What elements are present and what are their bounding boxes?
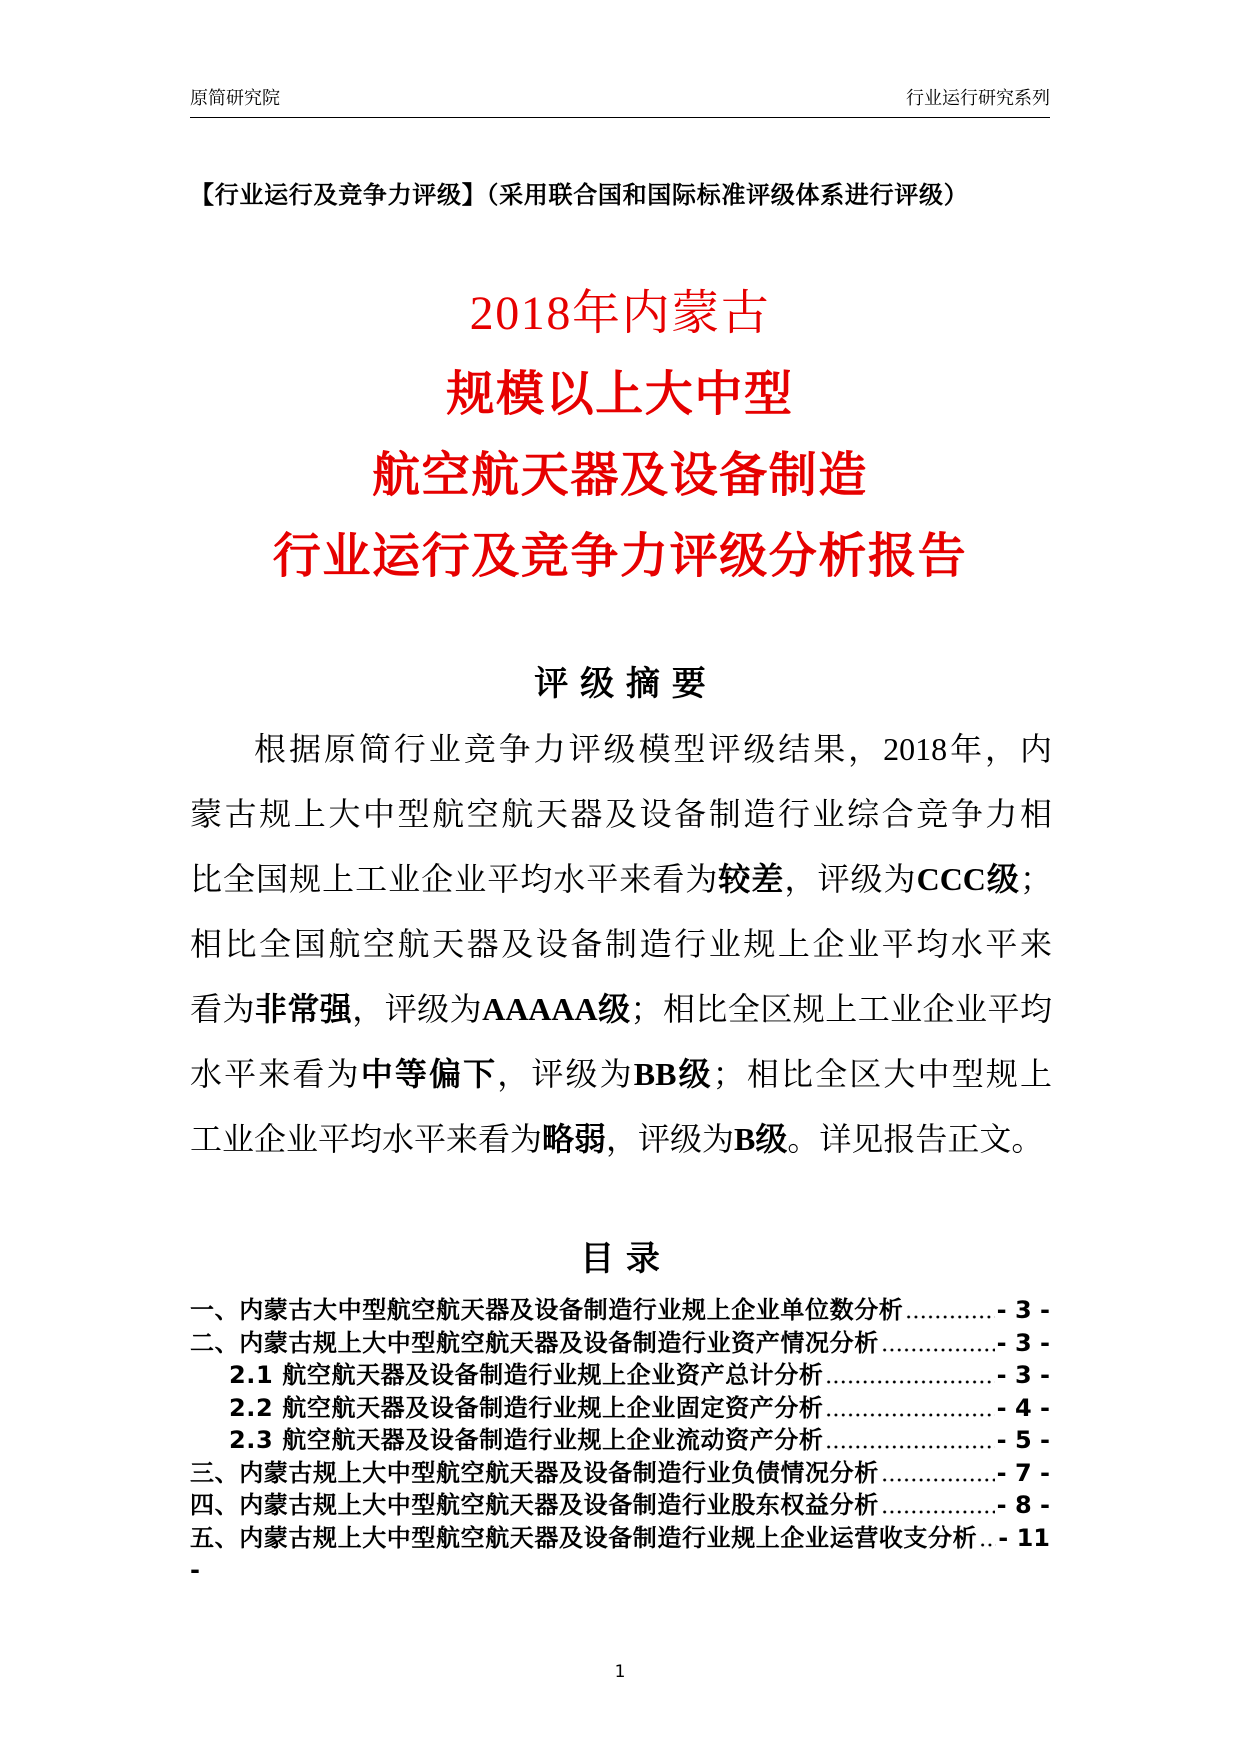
toc-subentry[interactable] (190, 1359, 1050, 1392)
summary-rating-grade: B级 (734, 1121, 788, 1157)
summary-heading: 评 级 摘 要 (534, 664, 706, 704)
toc-entry-page: - 3 - (996, 1328, 1050, 1357)
summary-emphasis-text: 中等偏下 (360, 1056, 498, 1092)
header-series: 行业运行研究系列 (906, 88, 1050, 109)
toc-entry-page: - 8 - (996, 1491, 1050, 1519)
toc-subentry[interactable] (190, 1424, 1050, 1457)
title-line: 行业运行及竞争力评级分析报告 (272, 530, 968, 583)
summary-text: ； (1019, 861, 1052, 897)
summary-text: 。详见报告正文。 (787, 1121, 1044, 1157)
toc-entry-page: - 5 - (996, 1426, 1050, 1454)
summary-line (190, 912, 1052, 977)
toc-entry-page: - 4 - (996, 1393, 1050, 1422)
summary-rating-grade: AAAAA级 (482, 991, 631, 1027)
toc-entry-page: - 7 - (996, 1458, 1050, 1487)
toc-entry-page: - 11 (998, 1523, 1050, 1552)
rating-note: 【行业运行及竞争力评级】（采用联合国和国际标准评级体系进行评级） (190, 183, 969, 209)
toc-leader-dots (905, 1294, 994, 1327)
summary-rating-grade: CCC级 (916, 861, 1020, 897)
summary-text: 看为 (190, 991, 255, 1027)
summary-text: ，评级为 (352, 991, 483, 1027)
summary-emphasis-text: 较差 (718, 861, 785, 897)
toc-entry-title: 一、内蒙古大中型航空航天器及设备制造行业规上企业单位数分析 (190, 1296, 904, 1324)
summary-line (190, 782, 1052, 847)
header-publisher: 原简研究院 (190, 88, 280, 109)
toc-heading: 目 录 (580, 1239, 660, 1279)
toc-entry-page-continuation (190, 1554, 1050, 1587)
summary-emphasis-text: 非常强 (254, 991, 353, 1027)
summary-text: ；相比全区大中型规上 (712, 1056, 1052, 1092)
toc-entry[interactable] (190, 1457, 1050, 1490)
toc-leader-dots (881, 1457, 995, 1490)
summary-line (190, 977, 1052, 1042)
toc-entry-page-wrap: - (190, 1556, 200, 1584)
toc-entry[interactable] (190, 1327, 1050, 1360)
toc-entry-title: 四、内蒙古规上大中型航空航天器及设备制造行业股东权益分析 (190, 1491, 879, 1519)
summary-text: ，评级为 (497, 1056, 634, 1092)
summary-text: 工业企业平均水平来看为 (190, 1121, 543, 1157)
title-line: 2018年内蒙古 (469, 287, 771, 340)
toc-leader-dots (881, 1327, 995, 1360)
summary-line (190, 1042, 1052, 1107)
table-of-contents (190, 1294, 1050, 1587)
toc-leader-dots (825, 1424, 994, 1457)
toc-entry[interactable] (190, 1294, 1050, 1327)
toc-entry-title: 二、内蒙古规上大中型航空航天器及设备制造行业资产情况分析 (190, 1328, 879, 1357)
summary-line (190, 847, 1052, 912)
summary-paragraph (190, 717, 1052, 1172)
toc-entry-title: 2.3 航空航天器及设备制造行业规上企业流动资产分析 (229, 1426, 824, 1454)
toc-entry-page: - 3 - (996, 1361, 1050, 1389)
summary-text: 相比全国航空航天器及设备制造行业规上企业平均水平来 (190, 926, 1052, 962)
summary-rating-grade: BB级 (633, 1056, 713, 1092)
toc-entry[interactable] (190, 1522, 1050, 1555)
summary-text: 根据原简行业竞争力评级模型评级结果，2018年，内 (254, 731, 1052, 767)
page-header (190, 88, 1050, 118)
toc-entry-title: 五、内蒙古规上大中型航空航天器及设备制造行业规上企业运营收支分析 (190, 1523, 978, 1552)
title-line: 航空航天器及设备制造 (371, 449, 868, 502)
summary-line (190, 717, 1052, 782)
summary-text: ，评级为 (606, 1121, 735, 1157)
page-number: 1 (614, 1662, 626, 1682)
toc-leader-dots (881, 1489, 995, 1522)
summary-line (190, 1107, 1052, 1172)
toc-leader-dots (979, 1522, 996, 1555)
toc-leader-dots (825, 1392, 994, 1425)
report-title (0, 273, 1240, 597)
toc-entry[interactable] (190, 1489, 1050, 1522)
toc-entry-title: 2.1 航空航天器及设备制造行业规上企业资产总计分析 (229, 1361, 824, 1389)
toc-subentry[interactable] (190, 1392, 1050, 1425)
summary-text: 比全国规上工业企业平均水平来看为 (190, 861, 719, 897)
title-line: 规模以上大中型 (446, 368, 794, 421)
toc-leader-dots (825, 1359, 994, 1392)
summary-emphasis-text: 略弱 (542, 1121, 607, 1157)
toc-entry-title: 三、内蒙古规上大中型航空航天器及设备制造行业负债情况分析 (190, 1458, 879, 1487)
summary-text: 水平来看为 (190, 1056, 361, 1092)
summary-text: ；相比全区规上工业企业平均 (630, 991, 1052, 1027)
toc-entry-page: - 3 - (996, 1296, 1050, 1324)
summary-text: 蒙古规上大中型航空航天器及设备制造行业综合竞争力相 (190, 796, 1052, 832)
toc-entry-title: 2.2 航空航天器及设备制造行业规上企业固定资产分析 (229, 1393, 824, 1422)
summary-text: ，评级为 (784, 861, 917, 897)
